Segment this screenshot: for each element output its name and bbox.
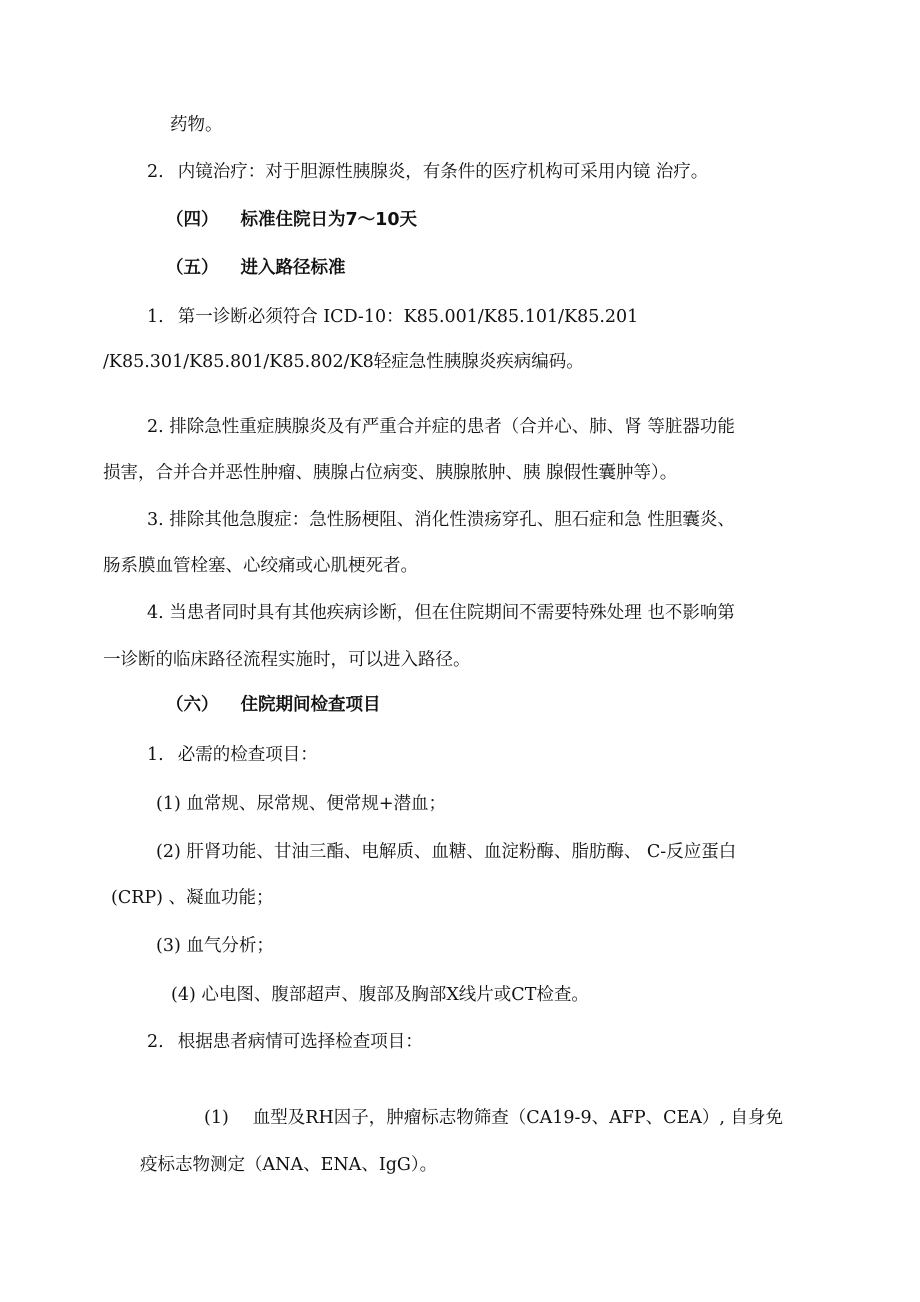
text-line: 1. 必需的检查项目： <box>147 745 318 765</box>
list-item: (1) 血型及RH因子，肿瘤标志物筛查（CA19-9、AFP、CEA）, 自身免 <box>204 1108 784 1128</box>
list-item: (4) 心电图、腹部超声、腹部及胸部X线片或CT检查。 <box>171 985 589 1005</box>
text-line: 4. 当患者同时具有其他疾病诊断，但在住院期间不需要特殊处理 也不影响第 <box>147 603 735 623</box>
text-line: 损害，合并合并恶性肿瘤、胰腺占位病变、胰腺脓肿、胰 腺假性囊肿等）。 <box>103 463 678 483</box>
text-line: 2. 根据患者病情可选择检查项目： <box>147 1032 423 1052</box>
list-item: (3) 血气分析； <box>156 936 274 956</box>
text-line: 2. 内镜治疗：对于胆源性胰腺炎，有条件的医疗机构可采用内镜 治疗。 <box>147 162 709 182</box>
text-line: 2. 排除急性重症胰腺炎及有严重合并症的患者（合并心、肺、肾 等脏器功能 <box>147 417 735 437</box>
text-line: 疫标志物测定（ANA、ENA、IgG）。 <box>140 1155 438 1175</box>
text-line: /K85.301/K85.801/K85.802/K8轻症急性胰腺炎疾病编码。 <box>103 352 584 372</box>
section-heading-5: （五） 进入路径标准 <box>166 258 346 278</box>
text-line: 肠系膜血管栓塞、心绞痛或心肌梗死者。 <box>103 556 418 576</box>
text-line: 1. 第一诊断必须符合 ICD-10：K85.001/K85.101/K85.201 <box>147 307 639 327</box>
text-line: 药物。 <box>170 115 223 135</box>
section-heading-6: （六） 住院期间检查项目 <box>166 695 381 715</box>
text-line: 一诊断的临床路径流程实施时，可以进入路径。 <box>103 650 471 670</box>
section-heading-4: （四） 标准住院日为7～10天 <box>166 210 418 230</box>
text-line: 3. 排除其他急腹症：急性肠梗阻、消化性溃疡穿孔、胆石症和急 性胆囊炎、 <box>147 510 735 530</box>
text-line: (CRP) 、凝血功能； <box>111 888 274 908</box>
list-item: (1) 血常规、尿常规、便常规+潜血； <box>156 794 447 814</box>
list-item: (2) 肝肾功能、甘油三酯、电解质、血糖、血淀粉酶、脂肪酶、 C-反应蛋白 <box>156 842 737 862</box>
